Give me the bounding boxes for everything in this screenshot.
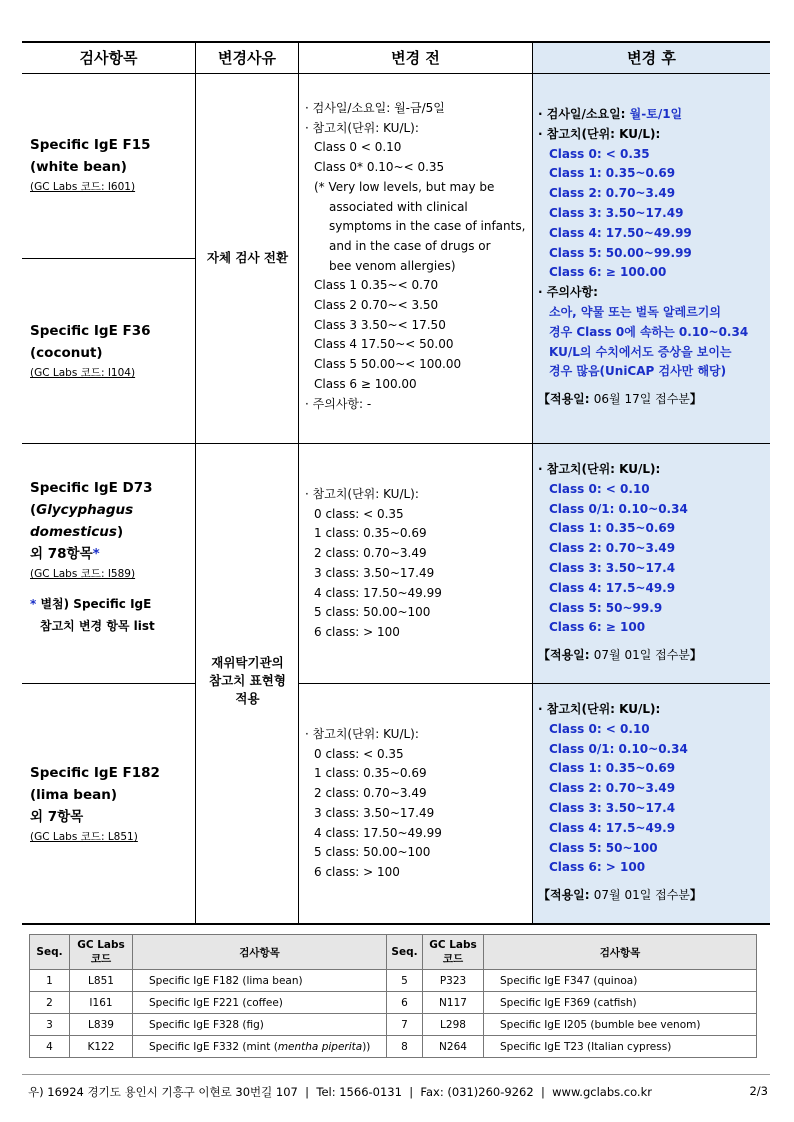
reason-reference: 재위탁기관의 참고치 표현형 적용 <box>209 655 286 706</box>
table-bottom-border <box>22 923 770 925</box>
appendix-table <box>29 934 757 1058</box>
table-row: 1 L851 Specific IgE F182 (lima bean) 5 P323 Specific IgE F347 (quinoa) <box>30 970 757 992</box>
item-title: Specific IgE F182 <box>30 765 160 781</box>
apply-date: 【적용일: 07월 01일 접수분】 <box>538 888 702 903</box>
after-group-1: · 검사일/소요일: 월-토/1일 · 참고치(단위: KU/L): Class 0: < 0.35 Class 1: 0.35~0.69 Class 2: 0.70~3.49 Class 3: 3.50~17.49 Class 4: 17.50~49.99 Class 5: 50.00~99.99 Class 6: ≥ 100.00 · 주의사항: 소아, 약물 또는 벌독 알레르기의 경우 Class 0에 속하는 0.10~0.34 KU/L의 수치에서도 증상을 보이는 경우 많음(UniCAP 검사만 해당) 【적용일: 06월 17일 접수분】 <box>538 105 768 410</box>
th-seq: Seq. <box>30 935 70 970</box>
table-row: 4 K122 Specific IgE F332 (mint (mentha piperita)) 8 N264 Specific IgE T23 (Italian cypress) <box>30 1036 757 1058</box>
th-seq: Seq. <box>387 935 423 970</box>
appendix-note: * 별첨) Specific IgE <box>30 597 152 611</box>
table-row: 3 L839 Specific IgE F328 (fig) 7 L298 Specific IgE I205 (bumble bee venom) <box>30 1014 757 1036</box>
table-row: 2 I161 Specific IgE F221 (coffee) 6 N117 Specific IgE F369 (catfish) <box>30 992 757 1014</box>
before-group-2: · 참고치(단위: KU/L): 0 class: < 0.35 1 class: 0.35~0.69 2 class: 0.70~3.49 3 class: 3.50~17.49 4 class: 17.50~49.99 5 class: 50.00~100 6 class: > 100 <box>305 487 442 639</box>
item-title: Specific IgE D73 <box>30 480 153 496</box>
th-item: 검사항목 <box>484 935 757 970</box>
header-before: 변경 전 <box>391 48 440 67</box>
item-subtitle-2: domesticus) <box>30 524 124 540</box>
item-code: (GC Labs 코드: L851) <box>30 831 138 843</box>
footer <box>28 1084 768 1100</box>
row3-divider <box>22 683 196 684</box>
item-code: (GC Labs 코드: I104) <box>30 367 136 379</box>
footer-address: 우) 16924 경기도 용인시 기흥구 이현로 30번길 107 | Tel: 1566-0131 | Fax: (031)260-9262 | www.gclabs.co.kr <box>28 1085 652 1099</box>
before-group-3: · 참고치(단위: KU/L): 0 class: < 0.35 1 class: 0.35~0.69 2 class: 0.70~3.49 3 class: 3.50~17.49 4 class: 17.50~49.99 5 class: 50.00~100 6 class: > 100 <box>305 727 442 879</box>
before-group-1: · 검사일/소요일: 월-금/5일 · 참고치(단위: KU/L): Class 0 < 0.10 Class 0* 0.10~< 0.35 (* Very low levels, but may be associated with clinical symptoms in the case of infants, and in the case of drugs or bee venom allergies) Class 1 0.35~< 0.70 Class 2 0.70~< 3.50 Class 3 3.50~< 17.50 Class 4 17.50~< 50.00 Class 5 50.00~< 100.00 Class 6 ≥ 100.00 · 주의사항: - <box>305 101 526 411</box>
header-after: 변경 후 <box>627 48 676 67</box>
col-divider-2 <box>298 41 299 924</box>
item-count: 외 7항목 <box>30 809 84 825</box>
row3-divider-right <box>299 683 770 684</box>
item-code: (GC Labs 코드: I601) <box>30 181 136 193</box>
appendix-note-2: 참고치 변경 항목 list <box>40 619 155 633</box>
item-row-3 <box>30 477 190 637</box>
group-divider <box>22 443 770 444</box>
item-count: 외 78항목* <box>30 546 100 562</box>
th-code: GC Labs 코드 <box>423 935 484 970</box>
th-code: GC Labs 코드 <box>70 935 133 970</box>
apply-date: 【적용일: 07월 01일 접수분】 <box>538 648 702 663</box>
header-item: 검사항목 <box>79 48 138 67</box>
row1-divider <box>22 258 196 259</box>
item-subtitle: (Glycyphagus <box>30 502 134 518</box>
table-header-row <box>30 935 757 970</box>
item-title: Specific IgE F15 <box>30 137 151 153</box>
after-group-3: · 참고치(단위: KU/L): Class 0: < 0.10 Class 0/1: 0.10~0.34 Class 1: 0.35~0.69 Class 2: 0.70~3.49 Class 3: 3.50~17.4 Class 4: 17.5~49.9 Class 5: 50~100 Class 6: > 100 【적용일: 07월 01일 접수분】 <box>538 700 768 906</box>
item-title: Specific IgE F36 <box>30 323 151 339</box>
th-item: 검사항목 <box>133 935 387 970</box>
col-divider-1 <box>195 41 196 924</box>
item-subtitle: (coconut) <box>30 345 103 361</box>
reason-self-test: 자체 검사 전환 <box>206 250 289 265</box>
after-group-2: · 참고치(단위: KU/L): Class 0: < 0.10 Class 0/1: 0.10~0.34 Class 1: 0.35~0.69 Class 2: 0.70~3.49 Class 3: 3.50~17.4 Class 4: 17.5~49.9 Class 5: 50~99.9 Class 6: ≥ 100 【적용일: 07월 01일 접수분】 <box>538 460 768 666</box>
item-row-1 <box>30 134 190 196</box>
apply-date: 【적용일: 06월 17일 접수분】 <box>538 392 702 407</box>
page-number: 2/3 <box>749 1084 768 1098</box>
item-subtitle: (lima bean) <box>30 787 118 803</box>
item-code: (GC Labs 코드: I589) <box>30 568 136 580</box>
item-row-4 <box>30 762 190 846</box>
item-subtitle: (white bean) <box>30 159 127 175</box>
col-divider-3 <box>532 41 533 924</box>
header-bottom-border <box>22 73 770 74</box>
footer-divider <box>22 1074 770 1075</box>
item-row-2 <box>30 320 190 382</box>
header-reason: 변경사유 <box>218 48 276 67</box>
